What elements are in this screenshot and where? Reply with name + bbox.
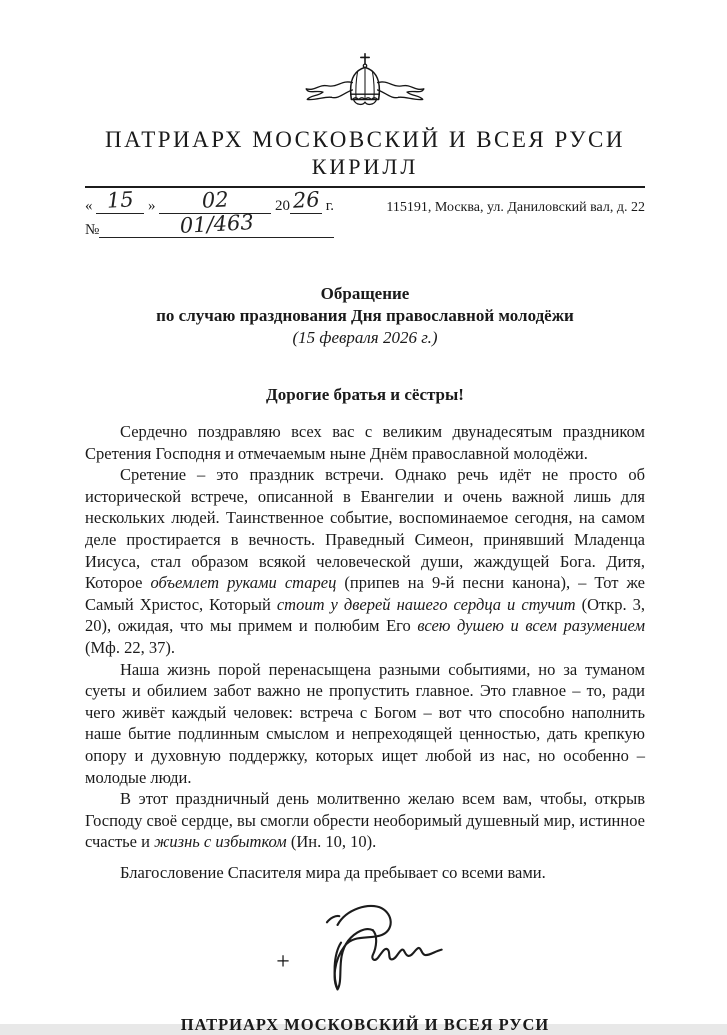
cross-icon: [361, 54, 369, 64]
body-paragraph: В этот праздничный день молитвенно желаю всем вам, чтобы, открыв Господу своё сердце, вы смогли обрести необоримый душевный мир, истинное счастье и жизнь с избытком (Ин. 10, 10).: [85, 789, 645, 852]
patriarchal-mitre-emblem-icon: [302, 50, 428, 110]
signature-block: [85, 895, 645, 999]
reference-row: [85, 187, 645, 216]
sender-address: 115191, Москва, ул. Даниловский вал, д. 22: [386, 200, 645, 215]
date-year-prefix: 20: [275, 198, 290, 214]
number-blank: [99, 210, 334, 238]
signature-kirill-icon: [304, 895, 454, 999]
handwritten-day: 15: [106, 187, 135, 213]
closing-blessing: Благословение Спасителя мира да пребывает со всеми вами.: [120, 862, 546, 882]
salutation: Дорогие братья и сёстры!: [266, 385, 464, 404]
title-line2: по случаю празднования Дня православной молодёжи: [156, 306, 574, 325]
title-date: (15 февраля 2026 г.): [292, 328, 438, 347]
letterhead-name: КИРИЛЛ: [311, 154, 419, 179]
date-year-suffix: г.: [325, 198, 334, 214]
date-year-blank: [290, 187, 322, 214]
handwritten-month: 02: [201, 187, 230, 213]
body-paragraph: Сретение – это праздник встречи. Однако речь идёт не просто об исторической встрече, описанной в Евангелии и очень важной лишь для нескольких людей. Таинственное событие, воспоминаемое сегодня, на самом деле простирается в вечность. Праведный Симеон, принявший Младенца Иисуса, стал образом всякой человеческой души, жаждущей Бога. Дитя, Которое объемлет руками старец (припев на 9-й песни канона), – Тот же Самый Христос, Который стоит у дверей нашего сердца и стучит (Откр. 3, 20), ожидая, что мы примем и полюбим Его всею душею и всем разумением (Мф. 22, 37).: [85, 465, 646, 657]
body-paragraph: Сердечно поздравляю всех вас с великим двунадесятым праздником Сретения Господня и отмечаемым ныне Днём православной молодёжи.: [85, 422, 645, 463]
body-paragraph: Наша жизнь порой перенасыщена разными событиями, но за туманом суеты и обилием забот важно не пропустить главное. Это главное – то, ради чего живёт каждый человек: встреча с Богом – вот что способно наполнить наше бытие подлинным смыслом и непреходящей ценностью, дать крепкую опору и духовную поддержку, которых ищет любой из нас, но особенно – молодые люди.: [85, 659, 645, 787]
date-day-blank: [96, 187, 144, 214]
signature-cross: +: [276, 949, 290, 976]
handwritten-number: 01/463: [179, 210, 255, 238]
footer-title: ПАТРИАРХ МОСКОВСКИЙ И ВСЕЯ РУСИ: [180, 1015, 550, 1035]
date-close-quote: »: [148, 198, 156, 214]
letterhead-divider: [85, 186, 645, 188]
number-label: №: [85, 222, 100, 238]
date-open-quote: «: [85, 198, 93, 214]
handwritten-year: 26: [291, 187, 320, 213]
letterhead: [85, 126, 645, 180]
letterhead-title: ПАТРИАРХ МОСКОВСКИЙ И ВСЕЯ РУСИ: [105, 127, 625, 152]
document-title: [85, 283, 645, 349]
title-line1: Обращение: [320, 284, 410, 303]
number-line: [85, 210, 645, 239]
letter-body: [85, 421, 645, 883]
